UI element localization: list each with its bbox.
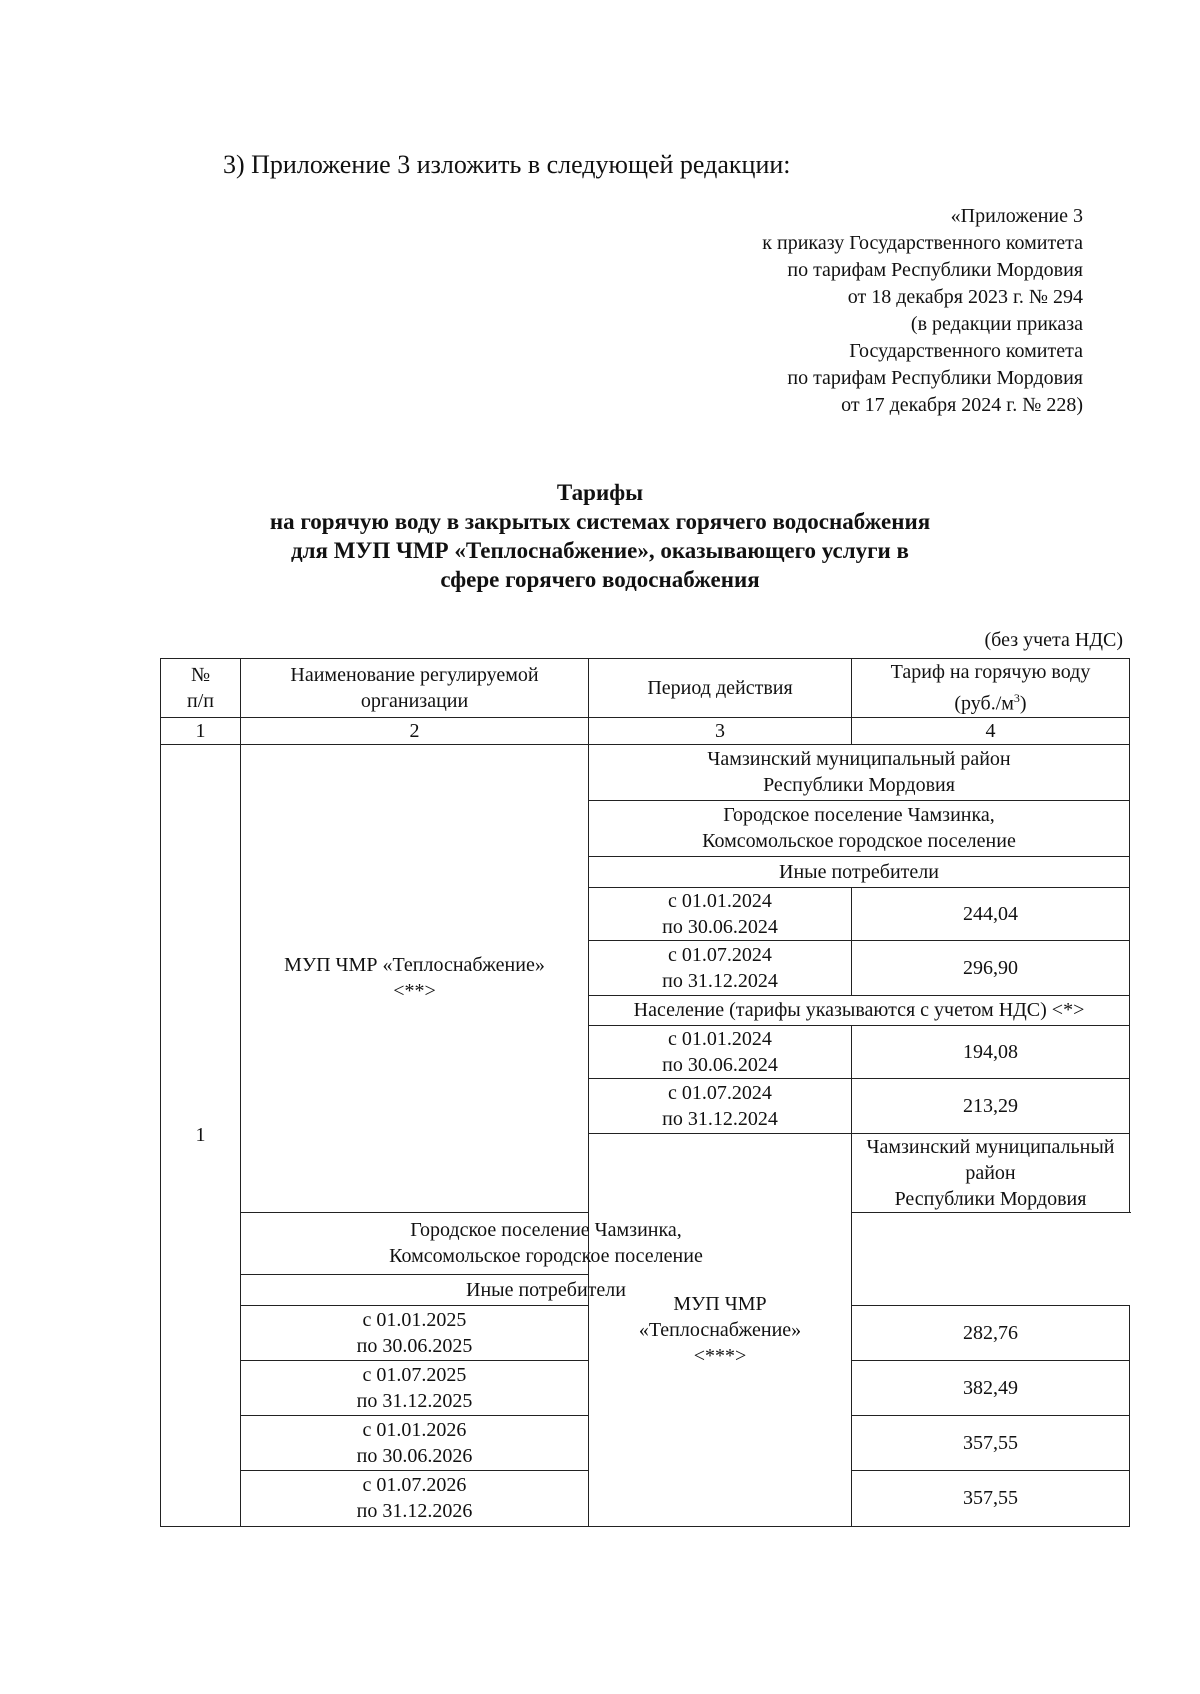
appendix-line: по тарифам Республики Мордовия: [787, 367, 1083, 389]
consumer-group-cell: Иные потребители: [589, 856, 1130, 887]
period-cell: с 01.07.2024 по 31.12.2024: [589, 940, 852, 995]
tariff-cell: 282,76: [852, 1305, 1130, 1360]
period-cell: с 01.01.2024 по 30.06.2024: [589, 1025, 852, 1078]
appendix-line: по тарифам Республики Мордовия: [787, 259, 1083, 281]
tariff-cell: 357,55: [852, 1415, 1130, 1470]
title-line: для МУП ЧМР «Теплоснабжение», оказывающего услуги в: [291, 538, 909, 563]
period-cell: с 01.01.2024 по 30.06.2024: [589, 887, 852, 940]
header-organization: Наименование регулируемой организации: [241, 659, 589, 718]
tariff-cell: 296,90: [852, 940, 1130, 995]
amendment-intro: 3) Приложение 3 изложить в следующей редакции:: [223, 150, 791, 179]
consumer-group-cell: Население (тарифы указываются с учетом НДС) <*>: [589, 995, 1130, 1025]
appendix-line: от 17 декабря 2024 г. № 228): [841, 394, 1083, 416]
tariff-table: [160, 658, 1130, 1527]
column-number: 4: [852, 717, 1130, 744]
tariff-cell: 357,55: [852, 1470, 1130, 1526]
tariff-cell: 213,29: [852, 1078, 1130, 1133]
document-title: [150, 478, 1050, 594]
header-number: № п/п: [161, 659, 241, 718]
period-cell: с 01.01.2026 по 30.06.2026: [241, 1415, 589, 1470]
appendix-reference: [483, 203, 1083, 419]
title-line: на горячую воду в закрытых системах горячего водоснабжения: [269, 509, 931, 534]
settlement-cell: Городское поселение Чамзинка, Комсомольское городское поселение: [589, 800, 1130, 856]
period-cell: с 01.07.2024 по 31.12.2024: [589, 1078, 852, 1133]
tariff-cell: 194,08: [852, 1025, 1130, 1078]
appendix-line: «Приложение 3: [950, 205, 1083, 227]
header-period: Период действия: [589, 659, 852, 718]
district-cell: Чамзинский муниципальный район Республики Мордовия: [852, 1133, 1130, 1212]
settlement-cell: Городское поселение Чамзинка, Комсомольское городское поселение: [241, 1212, 852, 1274]
column-number: 2: [241, 717, 589, 744]
row-number: 1: [161, 744, 241, 1526]
period-cell: с 01.07.2025 по 31.12.2025: [241, 1360, 589, 1415]
district-cell: Чамзинский муниципальный район Республики Мордовия: [589, 744, 1130, 800]
tariff-cell: 382,49: [852, 1360, 1130, 1415]
appendix-line: Государственного комитета: [849, 340, 1083, 362]
consumer-group-cell: Иные потребители: [241, 1274, 852, 1305]
period-cell: с 01.07.2026 по 31.12.2026: [241, 1470, 589, 1526]
title-line: Тарифы: [556, 480, 644, 505]
column-number: 1: [161, 717, 241, 744]
appendix-line: от 18 декабря 2023 г. № 294: [847, 286, 1083, 308]
table-row: [161, 1212, 1130, 1274]
table-row: [161, 1274, 1130, 1305]
table-header-row: [161, 659, 1130, 718]
org-name-cell: МУП ЧМР «Теплоснабжение» <**>: [241, 744, 589, 1212]
title-line: сфере горячего водоснабжения: [440, 567, 760, 592]
org-name-cell: МУП ЧМР «Теплоснабжение» <***>: [589, 1133, 852, 1526]
table-row: [161, 744, 1130, 800]
header-tariff: Тариф на горячую воду $(руб./м^3)$: [852, 659, 1130, 718]
column-number-row: [161, 717, 1130, 744]
column-number: 3: [589, 717, 852, 744]
tariff-cell: 244,04: [852, 887, 1130, 940]
appendix-line: (в редакции приказа: [910, 313, 1083, 335]
appendix-line: к приказу Государственного комитета: [762, 232, 1083, 254]
vat-note: (без учета НДС): [984, 629, 1123, 651]
period-cell: с 01.01.2025 по 30.06.2025: [241, 1305, 589, 1360]
